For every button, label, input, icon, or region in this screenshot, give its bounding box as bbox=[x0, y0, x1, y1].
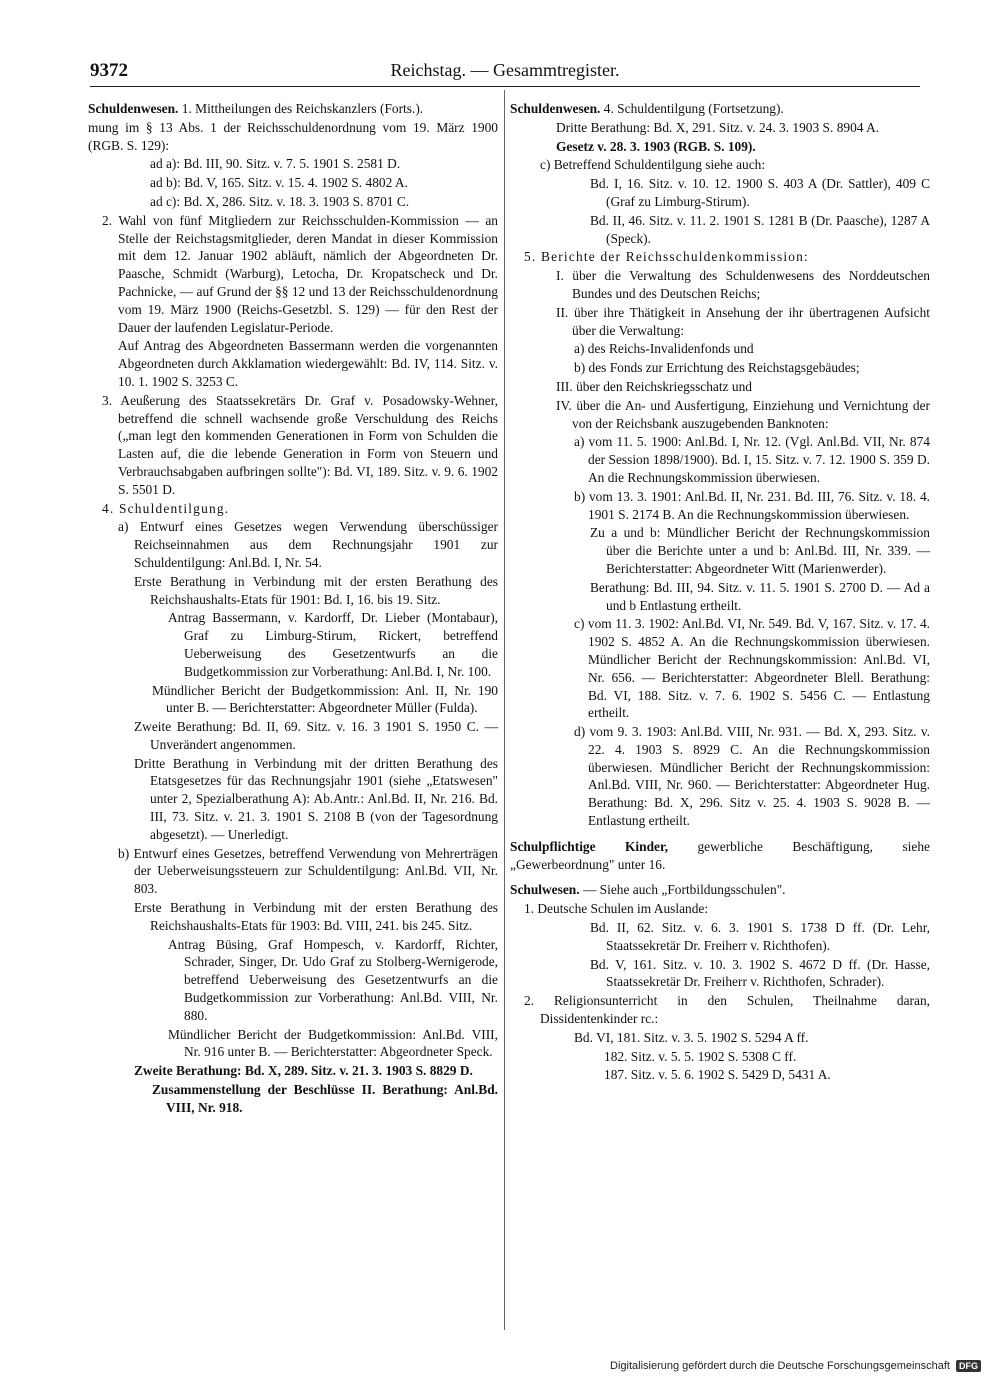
dfg-logo: DFG bbox=[956, 1360, 981, 1372]
running-title: Reichstag. — Gesammtregister. bbox=[390, 60, 620, 80]
entry-text: Zusammenstellung der Beschlüsse II. Berathung: Anl.Bd. VIII, Nr. 918. bbox=[152, 1082, 498, 1115]
left-entry bbox=[88, 518, 498, 571]
entry-text: ad c): Bd. X, 286. Sitz. v. 18. 3. 1903 S. 8701 C. bbox=[150, 193, 410, 209]
right-entry bbox=[510, 1029, 930, 1047]
entry-text: Bd. VI, 181. Sitz. v. 3. 5. 1902 S. 5294 A ff. bbox=[574, 1029, 809, 1045]
left-entry bbox=[88, 573, 498, 609]
entry-text: 187. Sitz. v. 5. 6. 1902 S. 5429 D, 5431 A. bbox=[604, 1067, 831, 1083]
left-entry bbox=[88, 718, 498, 754]
right-entry bbox=[510, 156, 930, 174]
entry-text: c) Betreffend Schuldentilgung siehe auch: bbox=[540, 157, 766, 173]
entry-text: III. über den Reichskriegsschatz und bbox=[556, 378, 752, 394]
left-entry bbox=[88, 1026, 498, 1062]
column-divider bbox=[504, 90, 505, 1330]
right-entry bbox=[510, 100, 930, 118]
left-entry bbox=[88, 1081, 498, 1117]
right-entry bbox=[510, 524, 930, 577]
footer-credit-text: Digitalisierung gefördert durch die Deutsche Forschungsgemeinschaft bbox=[610, 1360, 950, 1372]
entry-text: Antrag Büsing, Graf Hompesch, v. Kardorff, Richter, Schrader, Singer, Dr. Udo Graf zu Stolberg-Wernigerode, betreffend Ueberweisung des Gesetzentwurfs an die Budgetkommission zur Vorberathung: Anl.Bd. VIII, Nr. 880. bbox=[168, 936, 498, 1023]
entry-text: IV. über die An- und Ausfertigung, Einziehung und Vernichtung der von der Reichsbank auszugebenden Banknoten: bbox=[556, 397, 930, 431]
entry-text: Zweite Berathung: Bd. II, 69. Sitz. v. 16. 3 1901 S. 1950 C. — Unverändert angenommen. bbox=[134, 719, 498, 752]
entry-text: II. über ihre Thätigkeit in Ansehung der ihr übertragenen Aufsicht über die Verwaltung: bbox=[556, 304, 930, 338]
right-entry bbox=[510, 212, 930, 248]
right-entry bbox=[510, 1048, 930, 1066]
footer-credit bbox=[610, 1360, 981, 1372]
left-entry bbox=[88, 936, 498, 1025]
entry-text: gewerbliche Beschäftigung, siehe „Gewerbeordnung" unter 16. bbox=[510, 838, 930, 872]
entry-text: c) vom 11. 3. 1902: Anl.Bd. VI, Nr. 549. Bd. V, 167. Sitz. v. 17. 4. 1902 S. 4852 A. An die Rechnungskommission überwiesen. Mündlicher Bericht der Rechnungskommission: Anl.Bd. VI, Nr. 656. — Berichterstatter: Abgeordneter Blell. Berathung: Bd. VI, 188. Sitz. v. 7. 6. 1902 S. 5456 C. — Entlastung ertheilt. bbox=[574, 616, 930, 721]
entry-text: 1. Deutsche Schulen im Auslande: bbox=[524, 901, 709, 917]
entry-text: Zweite Berathung: Bd. X, 289. Sitz. v. 21. 3. 1903 S. 8829 D. bbox=[134, 1063, 473, 1079]
right-entry bbox=[510, 881, 930, 899]
right-entry bbox=[510, 488, 930, 524]
entry-text: 4. Schuldentilgung. bbox=[102, 500, 230, 516]
right-entry bbox=[510, 956, 930, 992]
entry-text: Mündlicher Bericht der Budgetkommission: Anl. II, Nr. 190 unter B. — Berichterstatter: Abgeordneter Müller (Fulda). bbox=[152, 682, 498, 716]
entry-text: Erste Berathung in Verbindung mit der ersten Berathung des Reichshaushalts-Etats für 1901: Bd. I, 16. bis 19. Sitz. bbox=[134, 573, 498, 607]
right-entry bbox=[510, 838, 930, 874]
entry-text: 2. Wahl von fünf Mitgliedern zur Reichsschulden-Kommission — an Stelle der Reichstagsmitglieder, deren Mandat in dieser Kommission mit dem 12. Januar 1902 abläuft, nämlich der Abgeordneten Dr. Paasche, Schmidt (Warburg), Letocha, Dr. Kropatscheck und Dr. Pachnicke, — auf Grund der §§ 12 und 13 der Reichsschuldenordnung vom 19. März 1900 (Reichs-Gesetzbl. S. 129) — für den Rest der Dauer der laufenden Legislatur-Periode. bbox=[102, 212, 498, 335]
right-column bbox=[510, 100, 930, 1085]
entry-text: 1. Mittheilungen des Reichskanzlers (Forts.). bbox=[181, 101, 424, 116]
right-entry bbox=[510, 723, 930, 830]
entry-text: Bd. II, 62. Sitz. v. 6. 3. 1901 S. 1738 D ff. (Dr. Lehr, Staatssekretär Dr. Freiherr v. Richthofen). bbox=[590, 920, 930, 953]
right-entry bbox=[510, 919, 930, 955]
left-entry bbox=[88, 212, 498, 337]
right-entry bbox=[510, 138, 930, 156]
left-entry bbox=[88, 500, 498, 518]
left-entry bbox=[88, 337, 498, 390]
entry-text: 182. Sitz. v. 5. 5. 1902 S. 5308 C ff. bbox=[604, 1048, 797, 1064]
entry-text: a) des Reichs-Invalidenfonds und bbox=[574, 341, 754, 357]
left-entry bbox=[88, 899, 498, 935]
entry-text: Bd. II, 46. Sitz. v. 11. 2. 1901 S. 1281 B (Dr. Paasche), 1287 A (Speck). bbox=[590, 212, 930, 246]
entry-text: Mündlicher Bericht der Budgetkommission: Anl.Bd. VIII, Nr. 916 unter B. — Berichterstatter: Abgeordneter Speck. bbox=[168, 1026, 498, 1060]
entry-text: Dritte Berathung: Bd. X, 291. Sitz. v. 24. 3. 1903 S. 8904 A. bbox=[556, 119, 880, 135]
right-entry bbox=[510, 615, 930, 722]
right-entry bbox=[510, 992, 930, 1028]
right-entry bbox=[510, 359, 930, 377]
entry-text: Bd. I, 16. Sitz. v. 10. 12. 1900 S. 403 A (Dr. Sattler), 409 C (Graf zu Limburg-Stirum). bbox=[590, 176, 930, 209]
right-entry bbox=[510, 378, 930, 396]
entry-text: a) Entwurf eines Gesetzes wegen Verwendung überschüssiger Reichseinnahmen aus dem Rechnungsjahr 1901 zur Schuldentilgung: Anl.Bd. I, Nr. 54. bbox=[118, 519, 498, 570]
entry-heading: Schulpflichtige Kinder, bbox=[510, 838, 669, 854]
entry-heading: Schulwesen. bbox=[510, 882, 580, 898]
entry-text: Zu a und b: Mündlicher Bericht der Rechnungskommission über die Berichte unter a und b: Anl.Bd. III, Nr. 339. — Berichterstatter: Abgeordneter Witt (Marienwerder). bbox=[590, 525, 930, 576]
entry-text: b) vom 13. 3. 1901: Anl.Bd. II, Nr. 231. Bd. III, 76. Sitz. v. 18. 4. 1901 S. 2174 B. An die Rechnungskommission überwiesen. bbox=[574, 488, 930, 522]
left-entry bbox=[88, 193, 498, 211]
left-entry bbox=[88, 1062, 498, 1080]
right-entry bbox=[510, 579, 930, 615]
left-entry bbox=[88, 119, 498, 155]
entry-text: 3. Aeußerung des Staatssekretärs Dr. Graf v. Posadowsky-Wehner, betreffend die schnell wachsende große Verschuldung des Reichs („man legt den kommenden Generationen in Form von Schulden die Lasten auf, die die lebende Generation in Form von Steuern und Verbrauchsabgaben aufbringen sollte"): Bd. VI, 189. Sitz. v. 9. 6. 1902 S. 5501 D. bbox=[102, 392, 498, 497]
entry-text: 2. Religionsunterricht in den Schulen, Theilnahme daran, Dissidentenkinder rc.: bbox=[524, 993, 930, 1027]
entry-text: — Siehe auch „Fortbildungsschulen". bbox=[582, 882, 786, 898]
left-entry bbox=[88, 392, 498, 499]
right-entry bbox=[510, 267, 930, 303]
entry-text: b) des Fonds zur Errichtung des Reichstagsgebäudes; bbox=[574, 360, 860, 376]
right-entry bbox=[510, 433, 930, 486]
right-entry bbox=[510, 397, 930, 433]
right-entry bbox=[510, 119, 930, 137]
entry-text: I. über die Verwaltung des Schuldenwesens des Norddeutschen Bundes und des Deutschen Reichs; bbox=[556, 268, 930, 301]
left-entry bbox=[88, 845, 498, 898]
right-entry bbox=[510, 1066, 930, 1084]
entry-text: Gesetz v. 28. 3. 1903 (RGB. S. 109). bbox=[556, 138, 756, 154]
entry-text: mung im § 13 Abs. 1 der Reichsschuldenordnung vom 19. März 1900 (RGB. S. 129): bbox=[88, 119, 498, 153]
entry-text: Dritte Berathung in Verbindung mit der dritten Berathung des Etatsgesetzes für das Rechnungsjahr 1901 (siehe „Etatswesen" unter 2, Spezialberathung A): Ab.Antr.: Anl.Bd. II, Nr. 216. Bd. III, 73. Sitz. v. 21. 3. 1901 S. 2108 B (von der Tagesordnung abgesetzt). — Unerledigt. bbox=[134, 755, 498, 842]
entry-text: a) vom 11. 5. 1900: Anl.Bd. I, Nr. 12. (Vgl. Anl.Bd. VII, Nr. 874 der Session 1898/1900). Bd. I, 15. Sitz. v. 7. 12. 1900 S. 359 D. An die Rechnungskommission überwiesen. bbox=[574, 434, 930, 485]
entry-text: 5. Berichte der Reichsschuldenkommission: bbox=[524, 249, 809, 265]
left-entry bbox=[88, 755, 498, 844]
entry-text: ad b): Bd. V, 165. Sitz. v. 15. 4. 1902 S. 4802 A. bbox=[150, 175, 408, 191]
entry-heading: Schuldenwesen. bbox=[510, 101, 601, 116]
entry-text: d) vom 9. 3. 1903: Anl.Bd. VIII, Nr. 931. — Bd. X, 293. Sitz. v. 22. 4. 1903 S. 8929 C. An die Rechnungskommission überwiesen. Mündlicher Bericht der Rechnungskommission: Anl.Bd. VIII, Nr. 960. — Berichterstatter: Abgeordneter Hug. Berathung: Bd. X, 296. Sitz v. 25. 4. 1903 S. 9028 B. — Entlastung ertheilt. bbox=[574, 724, 930, 829]
left-entry bbox=[88, 682, 498, 718]
entry-text: Erste Berathung in Verbindung mit der ersten Berathung des Reichshaushalts-Etats für 1903: Bd. VIII, 241. bis 245. Sitz. bbox=[134, 900, 498, 933]
page-number: 9372 bbox=[90, 60, 128, 81]
left-entry bbox=[88, 100, 498, 118]
right-entry bbox=[510, 175, 930, 211]
entry-text: Bd. V, 161. Sitz. v. 10. 3. 1902 S. 4672 D ff. (Dr. Hasse, Staatssekretär Dr. Freiherr v. Richthofen, Schrader). bbox=[590, 956, 930, 990]
right-entry bbox=[510, 340, 930, 358]
left-column bbox=[88, 100, 498, 1118]
entry-text: 4. Schuldentilgung (Fortsetzung). bbox=[603, 101, 784, 116]
entry-text: Auf Antrag des Abgeordneten Bassermann werden die vorgenannten Abgeordneten durch Akklamation wiedergewählt: Bd. IV, 114. Sitz. v. 10. 1. 1902 S. 3253 C. bbox=[118, 338, 498, 389]
left-entry bbox=[88, 174, 498, 192]
entry-text: Berathung: Bd. III, 94. Sitz. v. 11. 5. 1901 S. 2700 D. — Ad a und b Entlastung ertheilt. bbox=[590, 579, 930, 613]
left-entry bbox=[88, 155, 498, 173]
right-entry bbox=[510, 900, 930, 918]
running-header bbox=[90, 60, 920, 87]
right-entry bbox=[510, 304, 930, 340]
entry-heading: Schuldenwesen. bbox=[88, 101, 179, 116]
entry-text: Antrag Bassermann, v. Kardorff, Dr. Lieber (Montabaur), Graf zu Limburg-Stirum, Rickert, betreffend Ueberweisung des Gesetzentwurfs an die Budgetkommission zur Vorberathung: Anl.Bd. I, Nr. 100. bbox=[168, 610, 498, 679]
entry-text: ad a): Bd. III, 90. Sitz. v. 7. 5. 1901 S. 2581 D. bbox=[150, 156, 401, 172]
right-entry bbox=[510, 248, 930, 266]
entry-text: b) Entwurf eines Gesetzes, betreffend Verwendung von Mehrerträgen der Ueberweisungssteuern zur Schuldentilgung: Anl.Bd. VII, Nr. 803. bbox=[118, 845, 498, 897]
left-entry bbox=[88, 609, 498, 680]
